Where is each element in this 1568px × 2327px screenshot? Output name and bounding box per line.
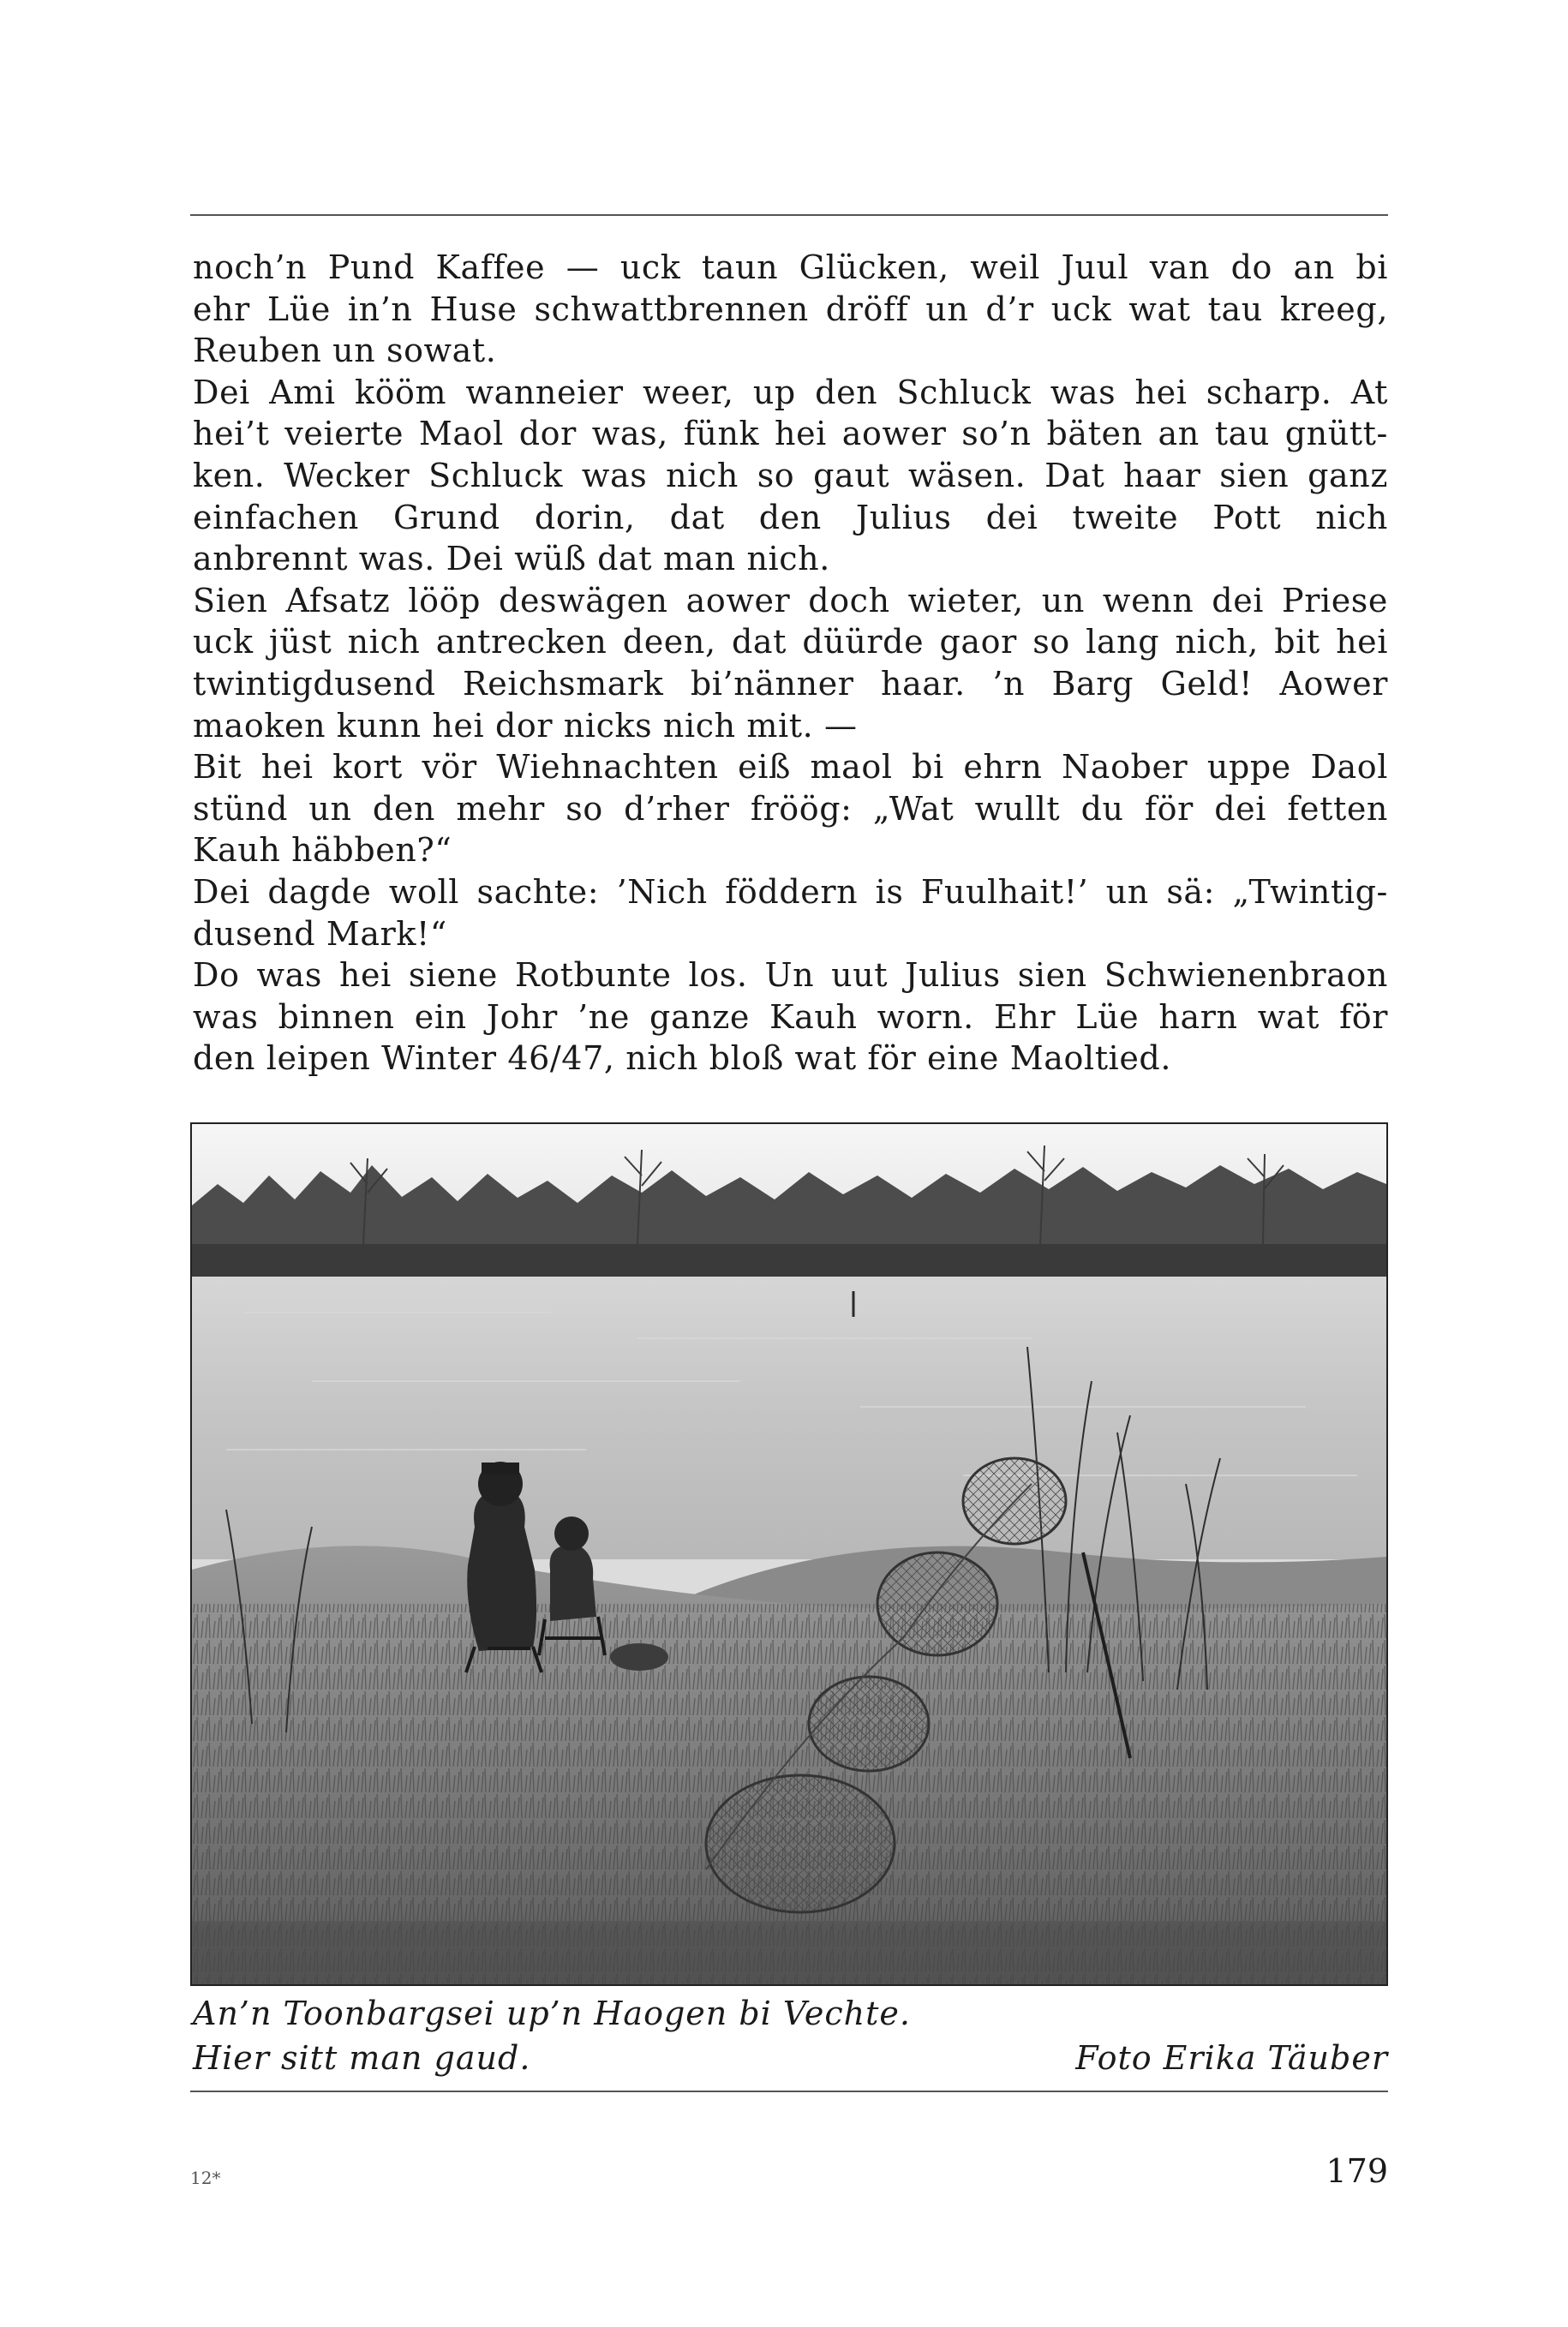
body-text bbox=[193, 247, 1388, 1080]
signature-mark: 12* bbox=[190, 2168, 221, 2188]
lake-photo bbox=[190, 1122, 1388, 1986]
text-line: ken. Wecker Schluck was nich so gaut wäsen. Dat haar sien ganz bbox=[193, 456, 1388, 494]
page-number: 179 bbox=[1326, 2152, 1388, 2190]
text-line: was binnen ein Johr ’ne ganze Kauh worn. Ehr Lüe harn wat för bbox=[193, 997, 1388, 1036]
text-line: Sien Afsatz lööp deswägen aower doch wieter, un wenn dei Priese bbox=[193, 581, 1388, 619]
text-line: Kauh häbben?“ bbox=[193, 831, 452, 870]
text-line: den leipen Winter 46/47, nich bloß wat för eine Maoltied. bbox=[193, 1039, 1172, 1078]
text-line: Reuben un sowat. bbox=[193, 332, 497, 370]
text-line: Do was hei siene Rotbunte los. Un uut Julius sien Schwienenbraon bbox=[193, 956, 1388, 995]
text-line: hei’t veierte Maol dor was, fünk hei aower so’n bäten an tau gnütt- bbox=[193, 415, 1388, 453]
lake-photo-drawing bbox=[192, 1124, 1386, 1984]
text-line: uck jüst nich antrecken deen, dat düürde gaor so lang nich, bit hei bbox=[193, 623, 1388, 661]
text-line: stünd un den mehr so d’rher fröög: „Wat wullt du för dei fetten bbox=[193, 789, 1388, 828]
text-line: noch’n Pund Kaffee — uck taun Glücken, weil Juul van do an bi bbox=[193, 248, 1388, 286]
photo-credit: Foto Erika Täuber bbox=[1075, 2039, 1388, 2077]
text-line: Dei dagde woll sachte: ’Nich föddern is Fuulhait!’ un sä: „Twintig- bbox=[193, 872, 1388, 911]
text-line: Bit hei kort vör Wiehnachten eiß maol bi ehrn Naober uppe Daol bbox=[193, 748, 1388, 787]
photo-caption-line-1: An’n Toonbargsei up’n Haogen bi Vechte. bbox=[193, 1995, 911, 2032]
text-line: ehr Lüe in’n Huse schwattbrennen dröff un d’r uck wat tau kreeg, bbox=[193, 290, 1388, 328]
header-rule bbox=[190, 214, 1388, 216]
text-line: twintigdusend Reichsmark bi’nänner haar. ’n Barg Geld! Aower bbox=[193, 664, 1388, 703]
photo-caption-line-2 bbox=[193, 2039, 1388, 2077]
text-line: anbrennt was. Dei wüß dat man nich. bbox=[193, 540, 830, 578]
text-line: dusend Mark!“ bbox=[193, 914, 447, 953]
text-line: Dei Ami kööm wanneier weer, up den Schluck was hei scharp. At bbox=[193, 373, 1388, 411]
caption-rule bbox=[190, 2091, 1388, 2092]
text-line: maoken kunn hei dor nicks nich mit. — bbox=[193, 706, 858, 745]
photo-caption-text: Hier sitt man gaud. bbox=[193, 2039, 531, 2077]
text-line: einfachen Grund dorin, dat den Julius dei tweite Pott nich bbox=[193, 498, 1388, 536]
